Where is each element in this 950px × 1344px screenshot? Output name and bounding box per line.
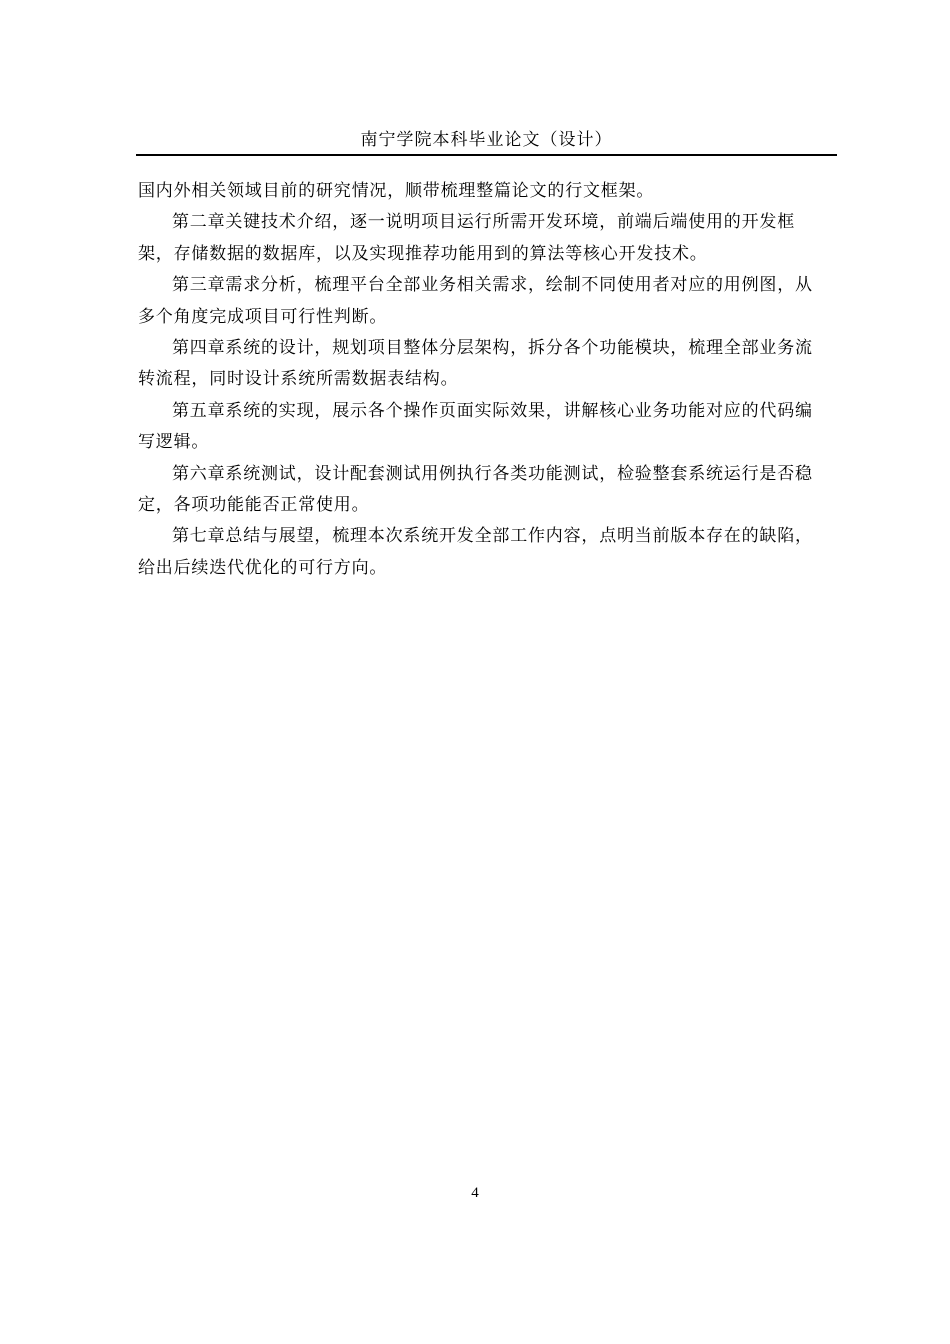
page-number: 4 <box>471 1185 479 1201</box>
paragraph-chapter-3: 第三章需求分析，梳理平台全部业务相关需求，绘制不同使用者对应的用例图，从多个角度完成项目可行性判断。 <box>138 275 813 327</box>
running-header-title: 南宁学院本科毕业论文（设计） <box>360 130 613 150</box>
header-rule <box>136 154 837 156</box>
paragraph-chapter-5: 第五章系统的实现，展示各个操作页面实际效果，讲解核心业务功能对应的代码编写逻辑。 <box>138 400 813 453</box>
paragraph-chapter-7: 第七章总结与展望，梳理本次系统开发全部工作内容，点明当前版本存在的缺陷，给出后续迭代优化的可行方向。 <box>138 526 813 578</box>
paragraph-chapter-6: 第六章系统测试，设计配套测试用例执行各类功能测试，检验整套系统运行是否稳定，各项功能能否正常使用。 <box>138 463 813 516</box>
paragraph-continuation: 国内外相关领域目前的研究情况，顺带梳理整篇论文的行文框架。 <box>138 181 655 201</box>
body-text <box>138 176 828 584</box>
paragraph-chapter-4: 第四章系统的设计，规划项目整体分层架构，拆分各个功能模块，梳理全部业务流转流程，同时设计系统所需数据表结构。 <box>138 338 813 390</box>
paragraph-chapter-2: 第二章关键技术介绍，逐一说明项目运行所需开发环境，前端后端使用的开发框架，存储数据的数据库，以及实现推荐功能用到的算法等核心开发技术。 <box>138 212 795 264</box>
